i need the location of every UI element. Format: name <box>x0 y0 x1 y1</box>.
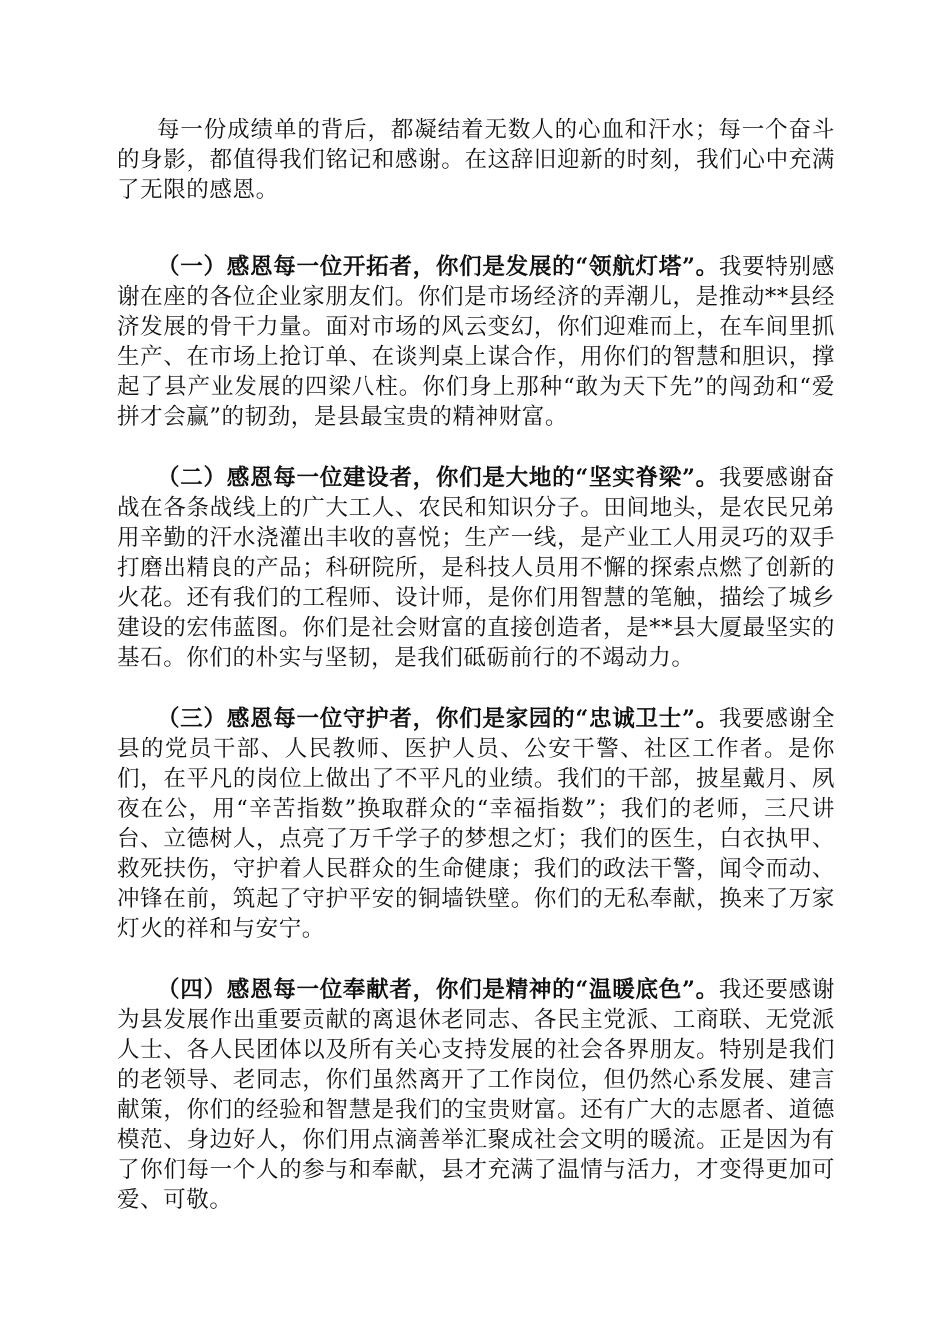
section-text-3: 我要感谢全县的党员干部、人民教师、医护人员、公安干警、社区工作者。是你们，在平凡的岗位上做出了不平凡的业绩。我们的干部，披星戴月、夙夜在公，用“辛苦指数”换取群众的“幸福指数”；我们的老师，三尺讲台、立德树人，点亮了万千学子的梦想之灯；我们的医生，白衣执甲、救死扶伤，守护着人民群众的生命健康；我们的政法干警，闻令而动、冲锋在前，筑起了守护平安的铜墙铁壁。你们的无私奉献，换来了万家灯火的祥和与安宁。 <box>117 706 835 942</box>
section-text-1: 我要特别感谢在座的各位企业家朋友们。你们是市场经济的弄潮儿，是推动**县经济发展的骨干力量。面对市场的风云变幻，你们迎难而上，在车间里抓生产、在市场上抢订单、在谈判桌上谋合作，用你们的智慧和胆识，撑起了县产业发展的四梁八柱。你们身上那种“敢为天下先”的闯劲和“爱拼才会赢”的韧劲，是县最宝贵的精神财富。 <box>117 254 835 430</box>
section-text-2: 我要感谢奋战在各条战线上的广大工人、农民和知识分子。田间地头，是农民兄弟用辛勤的汗水浇灌出丰收的喜悦；生产一线，是产业工人用灵巧的双手打磨出精良的产品；科研院所，是科技人员用不懈的探索点燃了创新的火花。还有我们的工程师、设计师，是你们用智慧的笔触，描绘了城乡建设的宏伟蓝图。你们是社会财富的直接创造者，是**县大厦最坚实的基石。你们的朴实与坚韧，是我们砥砺前行的不竭动力。 <box>117 465 835 671</box>
section-paragraph-1 <box>117 252 835 432</box>
intro-text: 每一份成绩单的背后，都凝结着无数人的心血和汗水；每一个奋斗的身影，都值得我们铭记和感谢。在这辞旧迎新的时刻，我们心中充满了无限的感恩。 <box>117 117 835 203</box>
section-paragraph-4 <box>117 975 835 1215</box>
section-heading-4: （四）感恩每一位奉献者，你们是精神的“温暖底色”。 <box>157 977 719 1003</box>
section-text-4: 我还要感谢为县发展作出重要贡献的离退休老同志、各民主党派、工商联、无党派人士、各人民团体以及所有关心支持发展的社会各界朋友。特别是我们的老领导、老同志，你们虽然离开了工作岗位，但仍然心系发展、建言献策，你们的经验和智慧是我们的宝贵财富。还有广大的志愿者、道德模范、身边好人，你们用点滴善举汇聚成社会文明的暖流。正是因为有了你们每一个人的参与和奉献，县才充满了温情与活力，才变得更加可爱、可敬。 <box>117 977 835 1213</box>
intro-paragraph <box>117 115 835 205</box>
document-body <box>117 115 835 1246</box>
section-heading-1: （一）感恩每一位开拓者，你们是发展的“领航灯塔”。 <box>157 254 719 280</box>
section-paragraph-3 <box>117 704 835 944</box>
section-heading-2: （二）感恩每一位建设者，你们是大地的“坚实脊梁”。 <box>157 465 719 491</box>
section-heading-3: （三）感恩每一位守护者，你们是家园的“忠诚卫士”。 <box>157 706 719 732</box>
section-paragraph-2 <box>117 463 835 673</box>
